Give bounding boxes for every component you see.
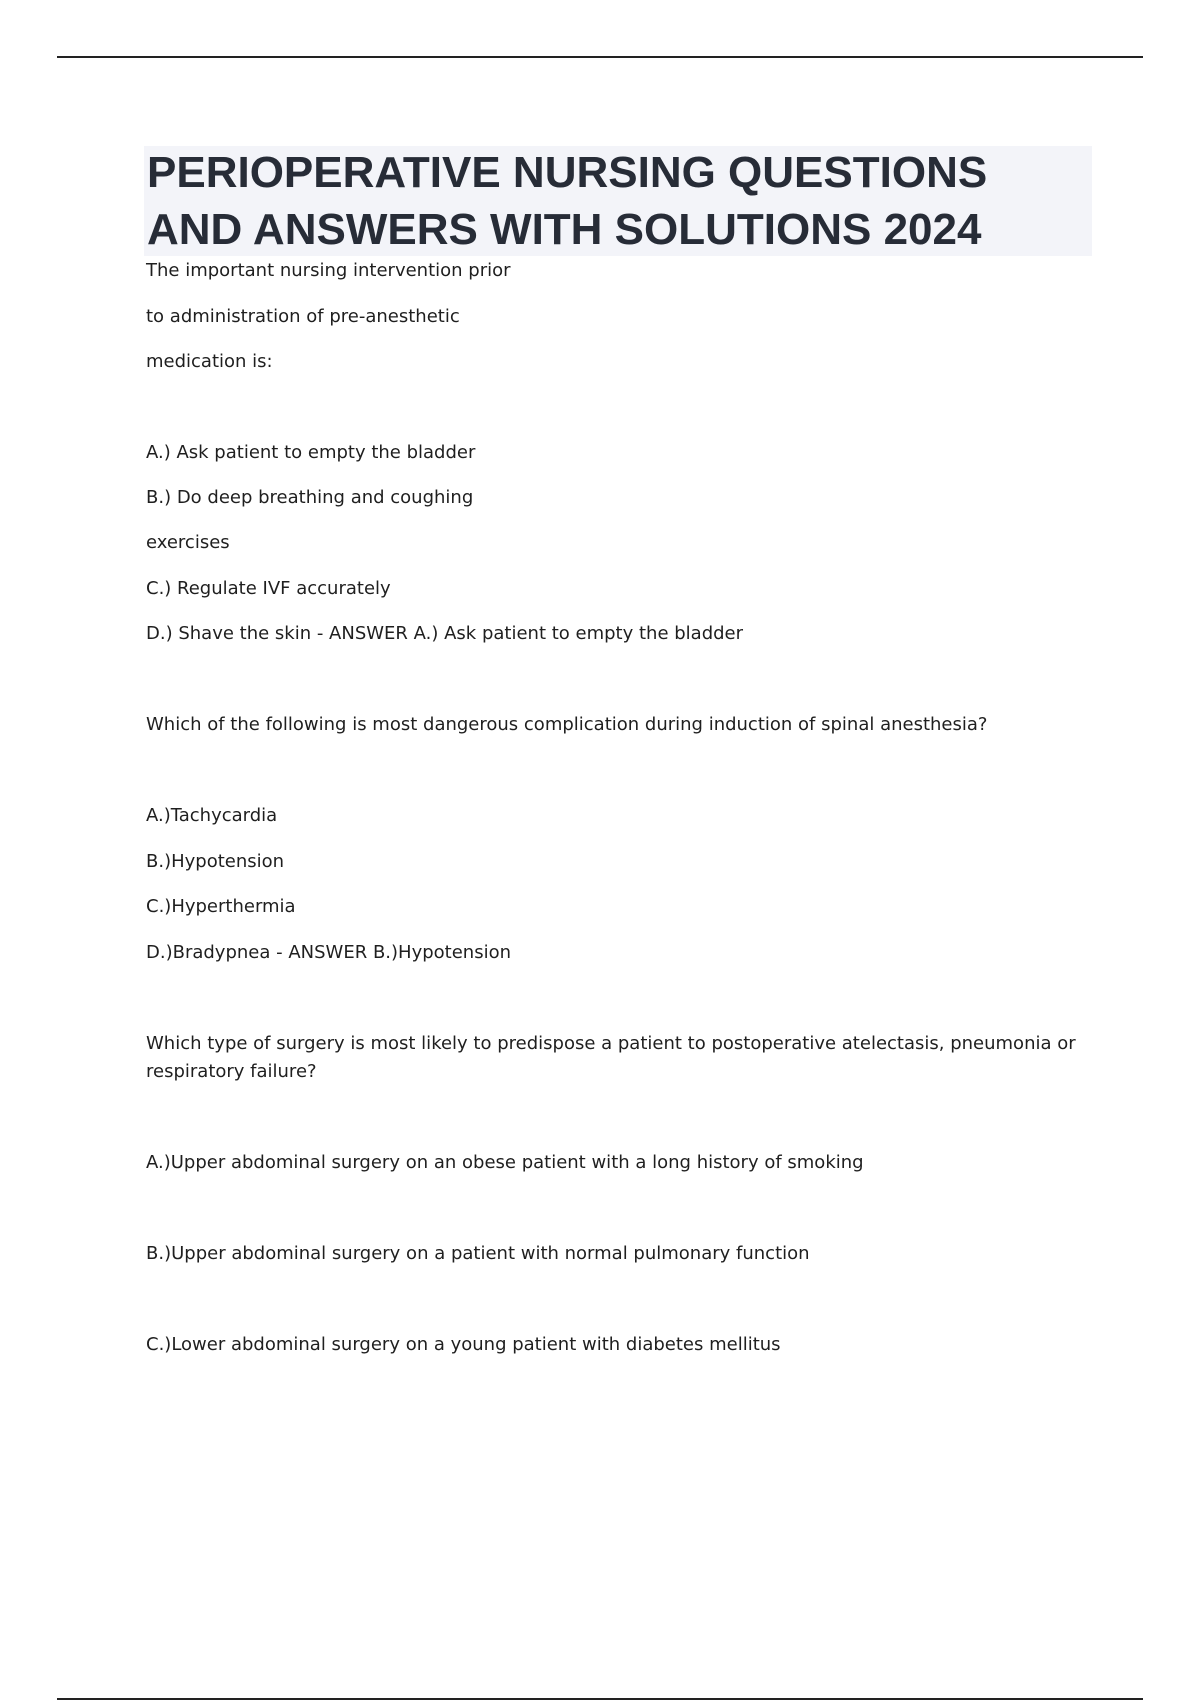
q1-option-c: C.) Regulate IVF accurately <box>146 578 391 599</box>
q1-option-a: A.) Ask patient to empty the bladder <box>146 442 476 463</box>
q2-option-b: B.)Hypotension <box>146 851 285 872</box>
q3-option-c: C.)Lower abdominal surgery on a young patient with diabetes mellitus <box>146 1334 781 1355</box>
q1-question-line-2: to administration of pre-anesthetic <box>146 306 460 327</box>
document-title-line-1: PERIOPERATIVE NURSING QUESTIONS <box>147 148 988 197</box>
q2-question: Which of the following is most dangerous complication during induction of spinal anesthesia? <box>146 714 988 735</box>
q1-question-line-3: medication is: <box>146 351 273 372</box>
q2-option-c: C.)Hyperthermia <box>146 896 296 917</box>
document-title-line-2: AND ANSWERS WITH SOLUTIONS 2024 <box>147 205 982 254</box>
q1-question-line-1: The important nursing intervention prior <box>146 260 511 281</box>
q1-option-b: B.) Do deep breathing and coughing <box>146 487 474 508</box>
q1-option-b-cont: exercises <box>146 532 230 553</box>
q3-question-line-2: respiratory failure? <box>146 1061 317 1082</box>
q3-question-line-1: Which type of surgery is most likely to predispose a patient to postoperative atelectasis, pneumonia or <box>146 1033 1076 1054</box>
q2-option-d-answer: D.)Bradypnea - ANSWER B.)Hypotension <box>146 942 512 963</box>
q3-option-b: B.)Upper abdominal surgery on a patient with normal pulmonary function <box>146 1243 810 1264</box>
q1-option-d-answer: D.) Shave the skin - ANSWER A.) Ask patient to empty the bladder <box>146 623 744 644</box>
q2-option-a: A.)Tachycardia <box>146 805 278 826</box>
q3-option-a: A.)Upper abdominal surgery on an obese patient with a long history of smoking <box>146 1152 864 1173</box>
top-rule <box>57 56 1143 58</box>
